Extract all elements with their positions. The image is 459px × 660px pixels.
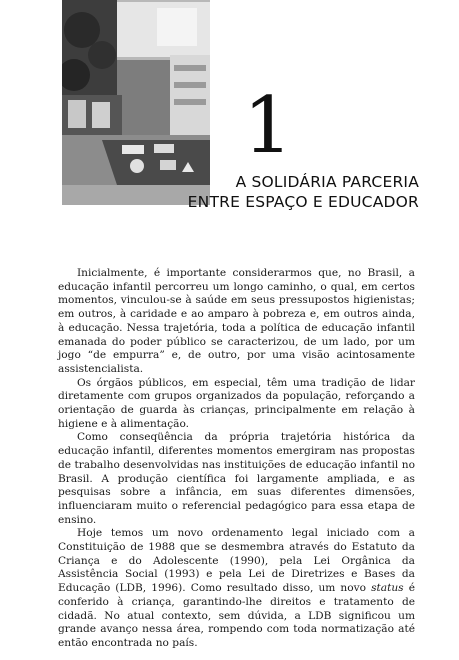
chapter-body (58, 267, 415, 651)
chapter-title-line-2: ENTRE ESPAÇO E EDUCADOR (187, 193, 419, 211)
paragraph-3: Como conseqüência da própria trajetória histórica da educação infantil, diferentes momentos emergiram nas propostas de trabalho desenvolvidas nas instituições de educação infantil no Brasil. A produção científica foi largamente ampliada, e as pesquisas sobre a infância, em suas diferentes dimensões, influenciaram muito o referencial pedagógico para essa etapa de ensino. (58, 431, 415, 526)
paragraph-4 (58, 527, 415, 650)
chapter-title-line-1: A SOLIDÁRIA PARCERIA (235, 173, 419, 191)
paragraph-2: Os órgãos públicos, em especial, têm uma tradição de lidar diretamente com grupos organizados da população, reforçando a orientação de guarda às crianças, principalmente em relação à higiene e à alimentação. (58, 376, 415, 430)
paragraph-1: Inicialmente, é importante considerarmos que, no Brasil, a educação infantil percorreu um longo caminho, o qual, em certos momentos, vinculou-se à saúde em seus pressupostos higienistas; em outros, à caridade e ao amparo à pobreza e, em outros ainda, à educação. Nessa trajetória, toda a política de educação infantil emanada do poder público se caracterizou, de um lado, por um jogo “de empurra” e, de outro, por uma visão acintosamente assistencialista. (58, 267, 415, 375)
paragraph-4-part-1: Hoje temos um novo ordenamento legal iniciado com a Constituição de 1988 que se desmembra através do Estatuto da Criança e do Adolescente (1990), pela Lei Orgânica da Assistência Social (1993) e pela Lei de Diretrizes e Bases da Educação (LDB, 1996). Como resultado disso, um novo (58, 527, 415, 595)
chapter-number: 1 (243, 81, 293, 171)
paragraph-4-emphasis: status (371, 582, 404, 595)
chapter-title (188, 172, 419, 212)
paragraph-4-part-2: é conferido à criança, garantindo-lhe direitos e tratamento de cidadã. No atual contexto, sem dúvida, a LDB significou um grande avanço nessa área, rompendo com toda normatização até então encontrada no país. (58, 582, 415, 649)
